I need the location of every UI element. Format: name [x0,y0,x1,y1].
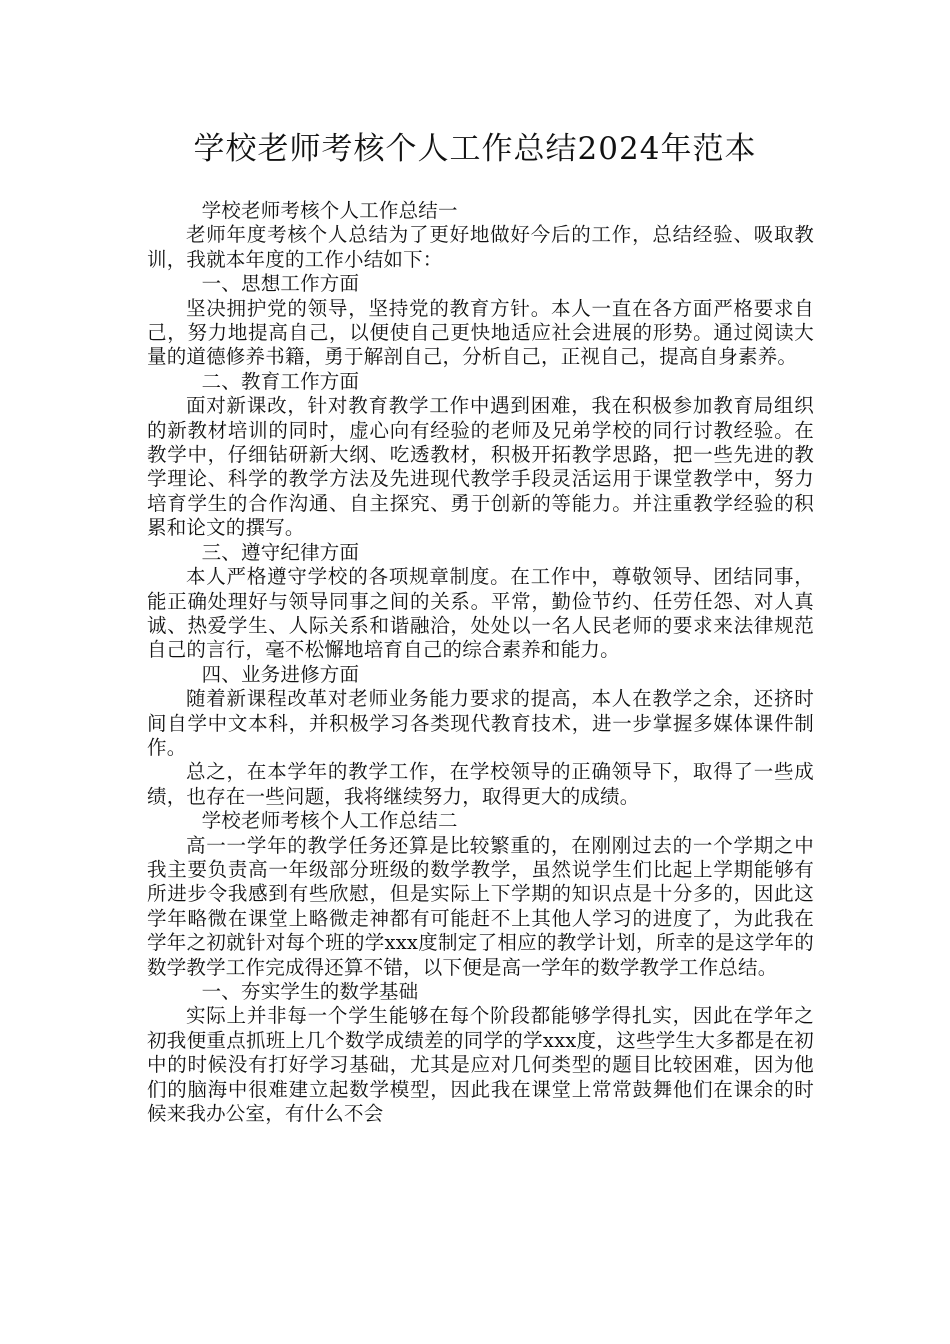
section-heading: 一、思想工作方面 [201,272,360,296]
section-heading: 学校老师考核个人工作总结一 [201,199,458,222]
section-heading: 四、业务进修方面 [201,662,360,686]
section-heading: 三、遵守纪律方面 [201,540,360,564]
paragraph: 随着新课程改革对老师业务能力要求的提高，本人在教学之余，还挤时间自学中文本科，并积极学习各类现代教育技术，进一步掌握多媒体课件制作。 [147,687,814,759]
paragraph: 坚决拥护党的领导，坚持党的教育方针。本人一直在各方面严格要求自己，努力地提高自己，以便使自己更快地适应社会进展的形势。通过阅读大量的道德修养书籍，勇于解剖自己，分析自己，正视自己，提高自身素养。 [147,296,814,369]
document-title: 学校老师考核个人工作总结2024年范本 [193,131,757,167]
paragraph: 面对新课改，针对教育教学工作中遇到困难，我在积极参加教育局组织的新教材培训的同时，虚心向有经验的老师及兄弟学校的同行讨教经验。在教学中，仔细钻研新大纲、吃透教材，积极开拓教学思路，把一些先进的教学理论、科学的教学方法及先进现代教学手段灵活运用于课堂教学中，努力培育学生的合作沟通、自主探究、勇于创新的等能力。并注重教学经验的积累和论文的撰写。 [147,394,814,540]
paragraph: 总之，在本学年的教学工作，在学校领导的正确领导下，取得了一些成绩，也存在一些问题，我将继续努力，取得更大的成绩。 [147,760,814,808]
paragraph: 实际上并非每一个学生能够在每个阶段都能够学得扎实，因此在学年之初我便重点抓班上几个数学成绩差的同学的学xxx度，这些学生大多都是在初中的时候没有打好学习基础，尤其是应对几何类型的题目比较困难，因为他们的脑海中很难建立起数学模型，因此我在课堂上常常鼓舞他们在课余的时候来我办公室，有什么不会 [147,1004,814,1126]
paragraph: 高一一学年的教学任务还算是比较繁重的，在刚刚过去的一个学期之中我主要负责高一年级部分班级的数学教学，虽然说学生们比起上学期能够有所进步令我感到有些欣慰，但是实际上下学期的知识点是十分多的，因此这学年略微在课堂上略微走神都有可能赶不上其他人学习的进度了，为此我在学年之初就针对每个班的学xxx度制定了相应的教学计划，所幸的是这学年的数学教学工作完成得还算不错，以下便是高一学年的数学教学工作总结。 [147,833,814,979]
paragraph: 老师年度考核个人总结为了更好地做好今后的工作，总结经验、吸取教训，我就本年度的工作小结如下： [147,223,814,271]
section-heading: 一、夯实学生的数学基础 [201,980,419,1003]
paragraph: 本人严格遵守学校的各项规章制度。在工作中，尊敬领导、团结同事，能正确处理好与领导同事之间的关系。平常，勤俭节约、任劳任怨、对人真诚、热爱学生、人际关系和谐融洽，处处以一名人民老师的要求来法律规范自己的言行，毫不松懈地培育自己的综合素养和能力。 [147,565,814,662]
section-heading: 二、教育工作方面 [201,369,360,393]
document-body [147,199,814,1126]
section-heading: 学校老师考核个人工作总结二 [201,809,458,833]
